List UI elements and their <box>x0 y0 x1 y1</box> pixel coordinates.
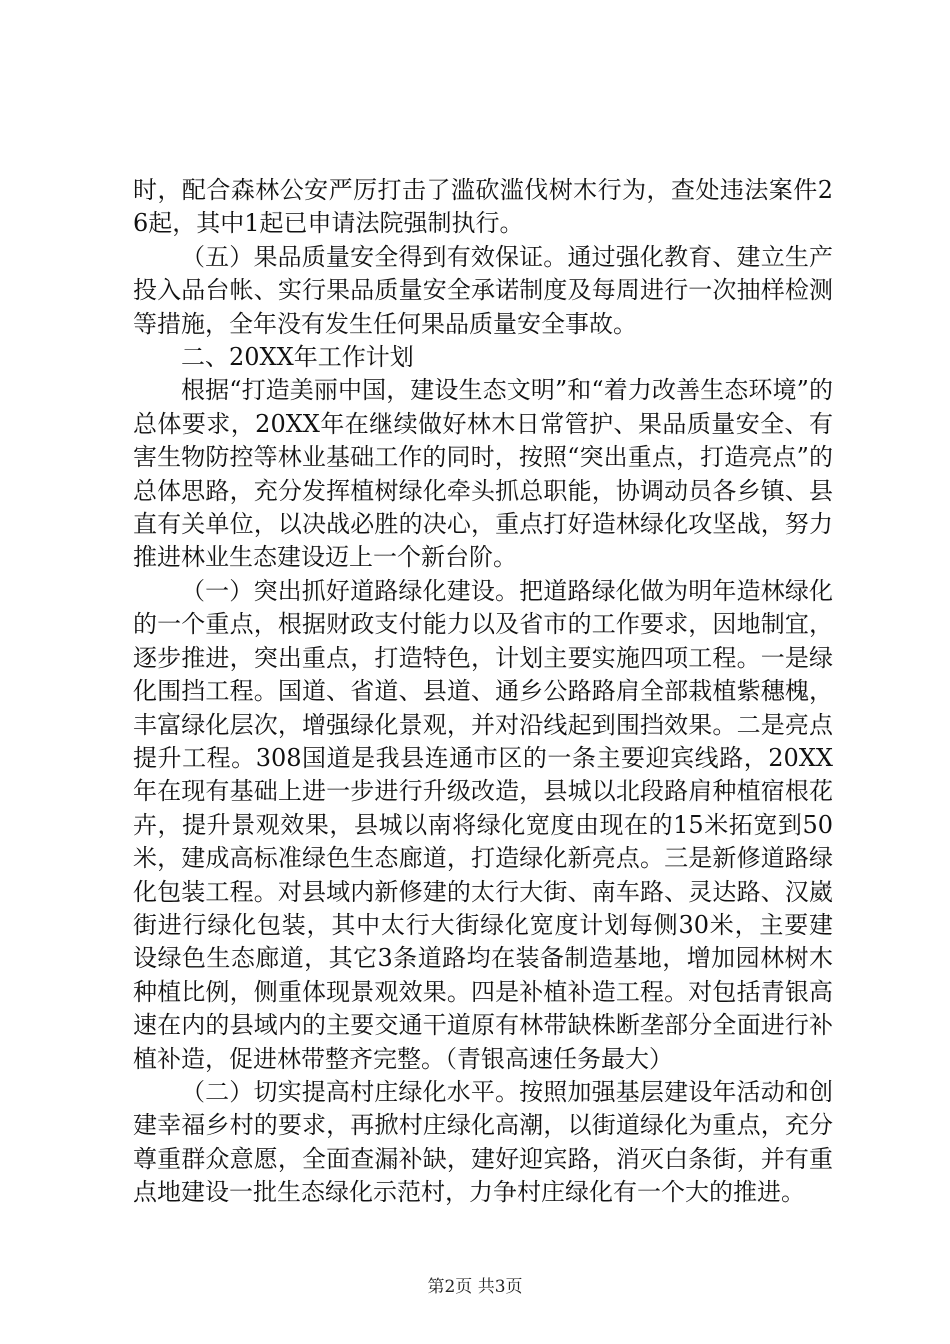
page-number-footer: 第2页 共3页 <box>427 1277 523 1297</box>
paragraph: 根据“打造美丽中国，建设生态文明”和“着力改善生态环境”的总体要求，20XX年在继续做好林木日常管护、果品质量安全、有害生物防控等林业基础工作的同时，按照“突出重点，打造亮点”的总体思路，充分发挥植树绿化牵头抓总职能，协调动员各乡镇、县直有关单位，以决战必胜的决心，重点打好造林绿化攻坚战，努力推进林业生态建设迈上一个新台阶。 <box>133 376 833 572</box>
paragraph: 时，配合森林公安严厉打击了滥砍滥伐树木行为，查处违法案件26起，其中1起已申请法院强制执行。 <box>133 176 833 238</box>
paragraph: （五）果品质量安全得到有效保证。通过强化教育、建立生产投入品台帐、实行果品质量安全承诺制度及每周进行一次抽样检测等措施，全年没有发生任何果品质量安全事故。 <box>133 242 833 338</box>
section-heading: 二、20XX年工作计划 <box>181 343 414 372</box>
document-body <box>133 174 833 1210</box>
paragraph: （一）突出抓好道路绿化建设。把道路绿化做为明年造林绿化的一个重点，根据财政支付能力以及省市的工作要求，因地制宜，逐步推进，突出重点，打造特色，计划主要实施四项工程。一是绿化围挡工程。国道、省道、县道、通乡公路路肩全部栽植紫穗槐，丰富绿化层次，增强绿化景观，并对沿线起到围挡效果。二是亮点提升工程。308国道是我县连通市区的一条主要迎宾线路，20XX年在现有基础上进一步进行升级改造，县城以北段路肩种植宿根花卉，提升景观效果，县城以南将绿化宽度由现在的15米拓宽到50米，建成高标准绿色生态廊道，打造绿化新亮点。三是新修道路绿化包装工程。对县域内新修建的太行大街、南车路、灵达路、汉崴街进行绿化包装，其中太行大街绿化宽度计划每侧30米，主要建设绿色生态廊道，其它3条道路均在装备制造基地，增加园林树木种植比例，侧重体现景观效果。四是补植补造工程。对包括青银高速在内的县域内的主要交通干道原有林带缺株断垄部分全面进行补植补造，促进林带整齐完整。（青银高速任务最大） <box>133 576 833 1073</box>
paragraph: （二）切实提高村庄绿化水平。按照加强基层建设年活动和创建幸福乡村的要求，再掀村庄绿化高潮，以街道绿化为重点，充分尊重群众意愿，全面查漏补缺，建好迎宾路，消灭白条街，并有重点地建设一批生态绿化示范村，力争村庄绿化有一个大的推进。 <box>133 1077 833 1207</box>
